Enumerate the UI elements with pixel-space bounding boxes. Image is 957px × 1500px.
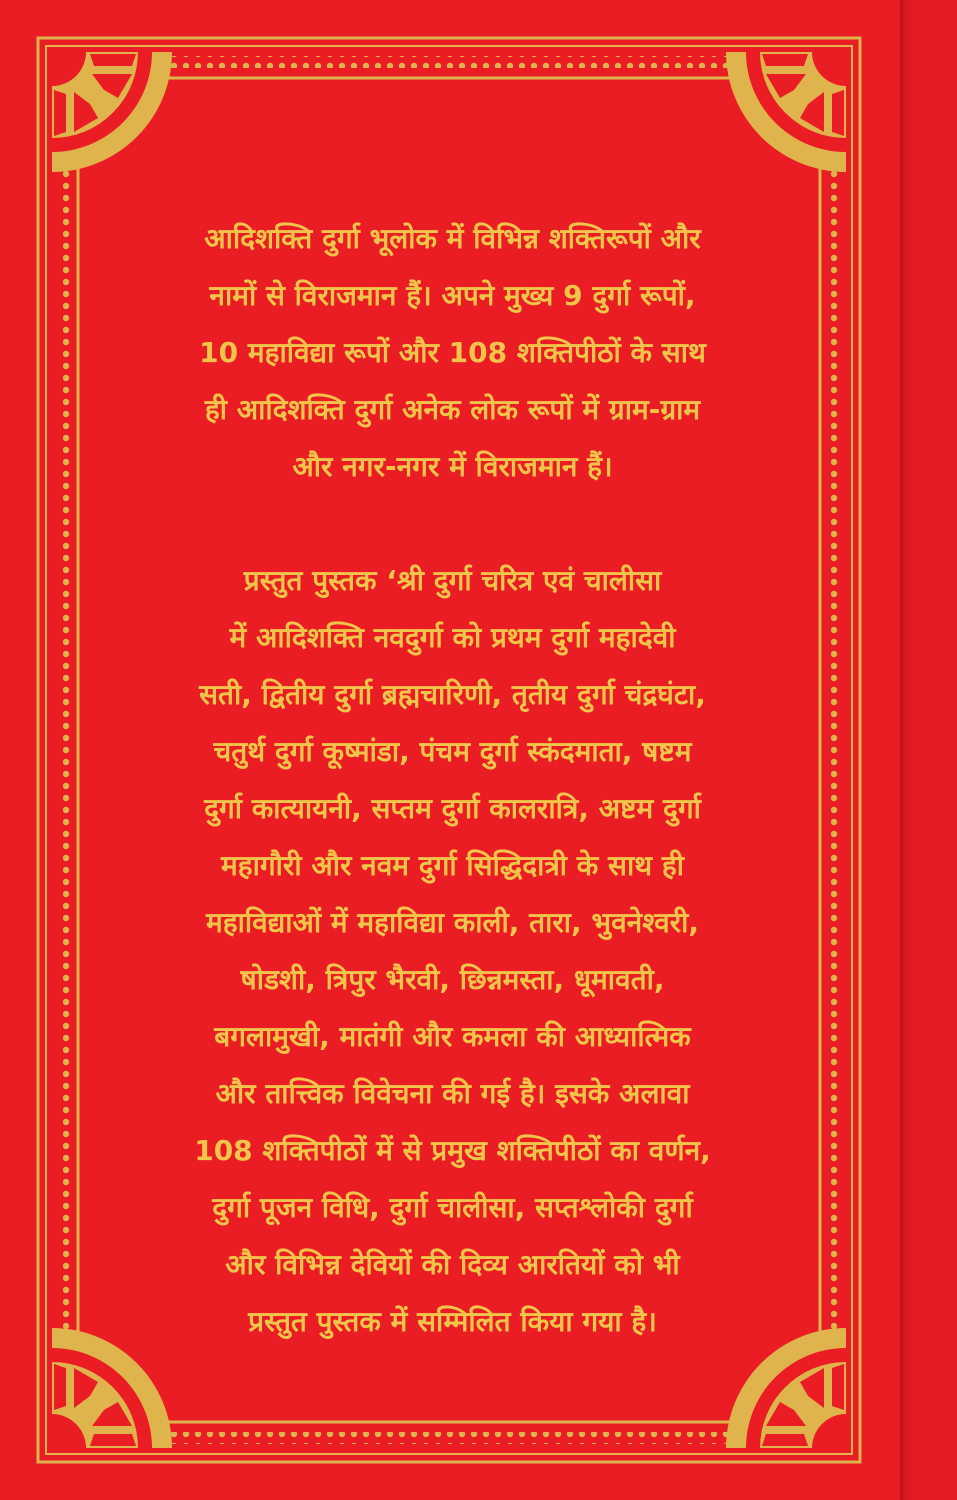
- text-line: प्रस्तुत पुस्तक ‘श्री दुर्गा चरित्र एवं चालीसा: [243, 564, 662, 597]
- text-line: और विभिन्न देवियों की दिव्य आरतियों को भी: [225, 1248, 680, 1281]
- text-line: और तात्त्विक विवेचना की गई है। इसके अलावा: [215, 1077, 690, 1110]
- text-line: 108 शक्तिपीठों में से प्रमुख शक्तिपीठों का वर्णन,: [194, 1134, 711, 1167]
- blurb-paragraph-1: [90, 210, 815, 495]
- text-line: प्रस्तुत पुस्तक में सम्मिलित किया गया है।: [248, 1305, 657, 1338]
- text-line: में आदिशक्ति नवदुर्गा को प्रथम दुर्गा महादेवी: [229, 621, 676, 654]
- text-line: चतुर्थ दुर्गा कूष्मांडा, पंचम दुर्गा स्कंदमाता, षष्टम: [213, 735, 692, 768]
- blurb-text: [90, 210, 815, 1350]
- text-line: महाविद्याओं में महाविद्या काली, तारा, भुवनेश्वरी,: [205, 906, 700, 939]
- text-line: ही आदिशक्ति दुर्गा अनेक लोक रूपों में ग्राम-ग्राम: [204, 393, 701, 426]
- text-line: आदिशक्ति दुर्गा भूलोक में विभिन्न शक्तिरूपों और: [204, 222, 701, 255]
- text-line: 10 महाविद्या रूपों और 108 शक्तिपीठों के साथ: [199, 336, 706, 369]
- text-line: और नगर-नगर में विराजमान हैं।: [292, 450, 613, 483]
- text-line: महागौरी और नवम दुर्गा सिद्धिदात्री के साथ ही: [221, 849, 684, 882]
- text-line: नामों से विराजमान हैं। अपने मुख्य 9 दुर्गा रूपों,: [209, 279, 696, 312]
- corner-ornament-top-left: [52, 52, 172, 172]
- text-line: दुर्गा कात्यायनी, सप्तम दुर्गा कालरात्रि, अष्टम दुर्गा: [204, 792, 701, 825]
- blurb-paragraph-2: [90, 552, 815, 1350]
- corner-ornament-top-right: [726, 52, 846, 172]
- text-line: दुर्गा पूजन विधि, दुर्गा चालीसा, सप्तश्लोकी दुर्गा: [212, 1191, 693, 1224]
- text-line: षोडशी, त्रिपुर भैरवी, छिन्नमस्ता, धूमावती,: [240, 963, 665, 996]
- book-spine: [900, 0, 957, 1500]
- text-line: बगलामुखी, मातंगी और कमला की आध्यात्मिक: [214, 1020, 691, 1053]
- text-line: सती, द्वितीय दुर्गा ब्रह्मचारिणी, तृतीय दुर्गा चंद्रघंटा,: [199, 678, 706, 711]
